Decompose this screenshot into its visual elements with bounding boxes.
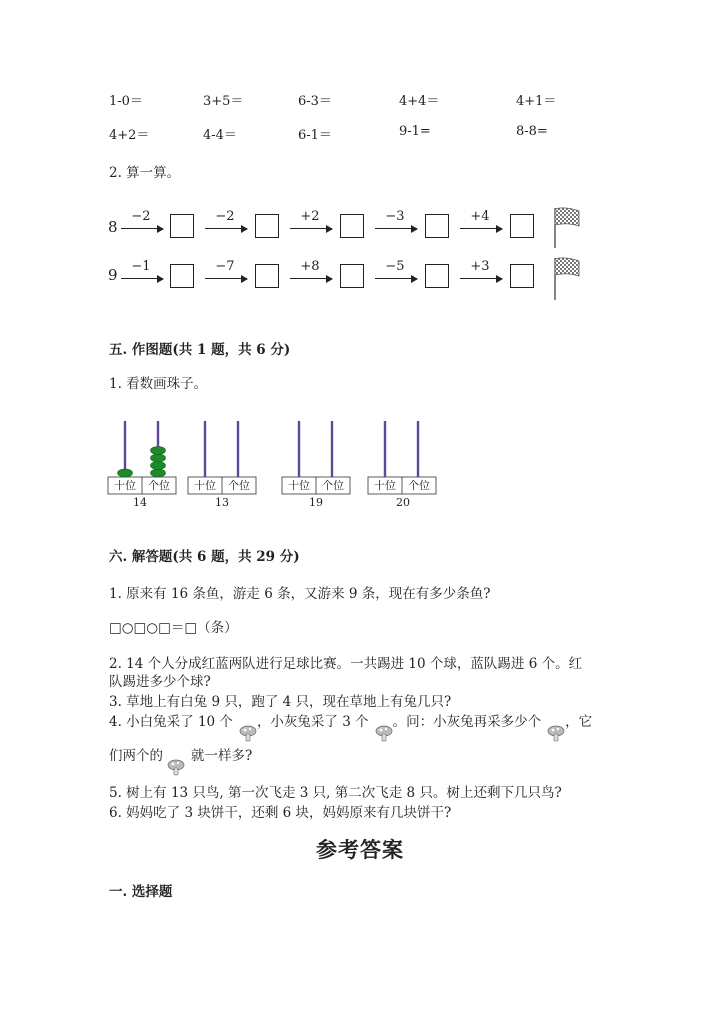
q4-text-6: 就一样多? (191, 748, 253, 764)
ones-label: 个位 (148, 479, 170, 492)
chain-1-start: 8 (108, 218, 118, 236)
chain-2-box-5[interactable] (510, 264, 534, 288)
chain-2-box-2[interactable] (255, 264, 279, 288)
equation-1-2: 3+5＝ (203, 94, 244, 109)
section6-answer-template: □○□○□＝□（条） (109, 620, 238, 636)
chain-2-op-5: +3 (470, 259, 490, 274)
abacus-number: 19 (309, 496, 323, 509)
chain-1-op-1: −2 (131, 209, 151, 224)
chain-1-box-4[interactable] (425, 214, 449, 238)
abacus-bead (151, 469, 166, 477)
chain-1-arrow-3 (290, 228, 332, 229)
ones-label: 个位 (408, 479, 430, 492)
abacus-number: 13 (215, 496, 229, 509)
equation-2-5: 8-8= (516, 124, 548, 139)
q4-text-4: ，它 (565, 714, 593, 730)
abacus-bead (151, 447, 166, 455)
section5-title: 五. 作图题(共 1 题，共 6 分) (109, 342, 291, 358)
chain-1-op-2: −2 (215, 209, 235, 224)
chain-1-op-3: +2 (300, 209, 320, 224)
chain-2-start: 9 (108, 266, 118, 284)
section6-question-3: 3. 草地上有白兔 9 只，跑了 4 只，现在草地上有兔几只? (109, 694, 452, 710)
equation-2-4: 9-1= (399, 124, 431, 139)
chain-2-box-4[interactable] (425, 264, 449, 288)
q4-text-2: ，小灰兔采了 3 个 (256, 714, 369, 730)
tens-label: 十位 (194, 479, 216, 492)
chain-1-box-1[interactable] (170, 214, 194, 238)
chain-1-box-2[interactable] (255, 214, 279, 238)
section6-title: 六. 解答题(共 6 题，共 29 分) (109, 549, 300, 565)
flag-icon (552, 256, 582, 302)
chain-1-arrow-5 (460, 228, 502, 229)
chain-1-box-3[interactable] (340, 214, 364, 238)
equation-1-5: 4+1＝ (516, 94, 557, 109)
equation-1-3: 6-3＝ (298, 94, 332, 109)
chain-2-op-3: +8 (300, 259, 320, 274)
mushroom-icon (239, 724, 257, 742)
abacus-bead (151, 454, 166, 462)
section6-question-1: 1. 原来有 16 条鱼，游走 6 条，又游来 9 条，现在有多少条鱼? (109, 586, 491, 602)
mushroom-icon (167, 758, 185, 776)
chain-2-arrow-1 (121, 278, 163, 279)
calc-section-title: 2. 算一算。 (109, 165, 181, 181)
q4-text-1: 4. 小白兔采了 10 个 (109, 714, 233, 730)
abacus-bead (118, 469, 133, 477)
tens-label: 十位 (288, 479, 310, 492)
section6-question-2-line2: 队踢进多少个球? (109, 674, 211, 690)
flag-icon (552, 206, 582, 250)
mushroom-icon (375, 724, 393, 742)
q4-text-5: 们两个的 (109, 748, 163, 764)
section6-question-4-line1 (109, 710, 592, 732)
equation-2-3: 6-1＝ (298, 128, 332, 143)
section6-question-4-line2 (109, 744, 252, 766)
chain-2-arrow-5 (460, 278, 502, 279)
chain-1-box-5[interactable] (510, 214, 534, 238)
chain-1-arrow-1 (121, 228, 163, 229)
chain-1-arrow-2 (205, 228, 247, 229)
equation-2-2: 4-4＝ (203, 128, 237, 143)
chain-2-arrow-4 (375, 278, 417, 279)
answers-title: 参考答案 (316, 837, 404, 862)
abacus-number: 20 (396, 496, 410, 509)
ones-beads (151, 447, 166, 478)
chain-2-box-1[interactable] (170, 264, 194, 288)
q4-text-3: 。问：小灰兔再采多少个 (392, 714, 542, 730)
ones-label: 个位 (322, 479, 344, 492)
tens-beads (118, 469, 133, 477)
equation-1-1: 1-0＝ (109, 94, 143, 109)
answers-section-1: 一. 选择题 (109, 884, 173, 900)
equation-1-4: 4+4＝ (399, 94, 440, 109)
abacus-number: 14 (133, 496, 147, 509)
ones-label: 个位 (228, 479, 250, 492)
abacus-bead (151, 462, 166, 470)
chain-2-op-2: −7 (215, 259, 235, 274)
tens-label: 十位 (114, 479, 136, 492)
section6-question-2-line1: 2. 14 个人分成红蓝两队进行足球比赛。一共踢进 10 个球，蓝队踢进 6 个。红 (109, 656, 583, 672)
tens-label: 十位 (374, 479, 396, 492)
chain-2-op-1: −1 (131, 259, 151, 274)
section6-question-5: 5. 树上有 13 只鸟, 第一次飞走 3 只, 第二次飞走 8 只。树上还剩下几只鸟? (109, 785, 562, 801)
chain-1-op-4: −3 (385, 209, 405, 224)
equation-2-1: 4+2＝ (109, 128, 150, 143)
chain-1-arrow-4 (375, 228, 417, 229)
chain-1-op-5: +4 (470, 209, 490, 224)
chain-2-arrow-3 (290, 278, 332, 279)
section5-question-1: 1. 看数画珠子。 (109, 376, 208, 392)
section6-question-6: 6. 妈妈吃了 3 块饼干，还剩 6 块，妈妈原来有几块饼干? (109, 805, 452, 821)
mushroom-icon (547, 724, 565, 742)
chain-2-box-3[interactable] (340, 264, 364, 288)
chain-2-op-4: −5 (385, 259, 405, 274)
chain-2-arrow-2 (205, 278, 247, 279)
